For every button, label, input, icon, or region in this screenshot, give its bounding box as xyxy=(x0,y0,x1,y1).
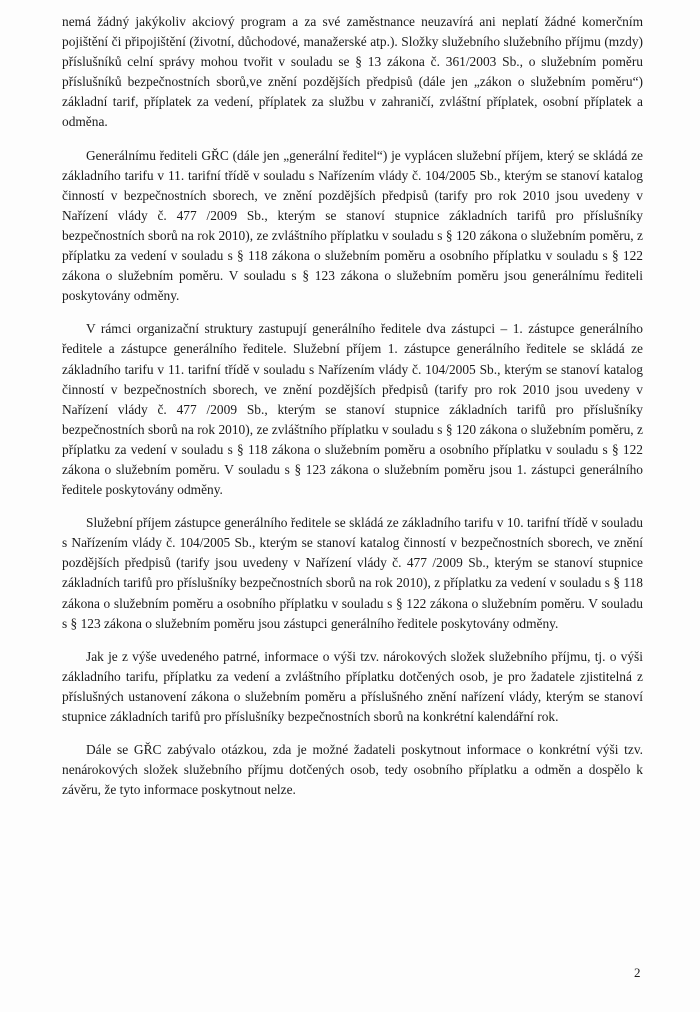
document-body xyxy=(62,12,643,800)
paragraph-entitled-components: Jak je z výše uvedeného patrné, informace o výši tzv. nárokových složek služebního příjmu, tj. o výši základního tarifu, příplatku za vedení a zvláštního příplatku dotčených osob, je pro žadatele zjistitelná z příslušných ustanovení zákona o služebním poměru a příslušného znění nařízení vlády, kterým se stanoví stupnice základních tarifů pro příslušníky bezpečnostních sborů na konkrétní kalendářní rok. xyxy=(62,648,643,724)
paragraph-continuation: nemá žádný jakýkoliv akciový program a za své zaměstnance neuzavírá ani neplatí žádné komerčním pojištění či připojištění (životní, důchodové, manažerské atp.). Složky služebního služebního příjmu (mzdy) příslušníků celní správy mohou tvořit v souladu se § 13 zákona č. 361/2003 Sb., o služebním poměru příslušníků bezpečnostních sborů,ve znění pozdějších předpisů (dále jen „zákon o služebním poměru“) základní tarif, příplatek za vedení, příplatek za službu v zahraničí, zvláštní příplatek, osobní příplatek a odměna. xyxy=(62,14,643,130)
paragraph-conclusion: Dále se GŘC zabývalo otázkou, zda je možné žadateli poskytnout informace o konkrétní výši tzv. nenárokových složek služebního příjmu dotčených osob, tedy osobního příplatku a odměn a dospělo k závěru, že tyto informace poskytnout nelze. xyxy=(62,742,643,798)
paragraph-first-deputy: V rámci organizační struktury zastupují generálního ředitele dva zástupci – 1. zástupce generálního ředitele a zástupce generálního ředitele. Služební příjem 1. zástupce generálního ředitele se skládá ze základního tarifu v 11. tarifní třídě v souladu s Nařízením vlády č. 104/2005 Sb., kterým se stanoví katalog činností v bezpečnostních sborech, ve znění pozdějších předpisů (tarify pro rok 2010 jsou uvedeny v Nařízení vlády č. 477 /2009 Sb., kterým se stanoví stupnice základních tarifů pro příslušníky bezpečnostních sborů na rok 2010), ze zvláštního příplatku v souladu s § 120 zákona o služebním poměru, z příplatku za vedení v souladu s § 118 zákona o služebním poměru a osobního příplatku v souladu s § 122 zákona o služebním poměru. V souladu s § 123 zákona o služebním poměru jsou 1. zástupci generálního ředitele poskytovány odměny. xyxy=(62,321,643,498)
paragraph-director-general: Generálnímu řediteli GŘC (dále jen „generální ředitel“) je vyplácen služební příjem, který se skládá ze základního tarifu v 11. tarifní třídě v souladu s Nařízením vlády č. 104/2005 Sb., kterým se stanoví katalog činností v bezpečnostních sborech, ve znění pozdějších předpisů (tarify pro rok 2010 jsou uvedeny v Nařízení vlády č. 477 /2009 Sb., kterým se stanoví stupnice základních tarifů pro příslušníky bezpečnostních sborů na rok 2010), ze zvláštního příplatku v souladu s § 120 zákona o služebním poměru, z příplatku za vedení v souladu s § 118 zákona o služebním poměru a osobního příplatku v souladu s § 122 zákona o služebním poměru. V souladu s § 123 zákona o služebním poměru jsou generálnímu řediteli poskytovány odměny. xyxy=(62,147,643,304)
page-number: 2 xyxy=(634,965,641,980)
paragraph-deputy: Služební příjem zástupce generálního ředitele se skládá ze základního tarifu v 10. tarifní třídě v souladu s Nařízením vlády č. 104/2005 Sb., kterým se stanoví katalog činností v bezpečnostních sborech, ve znění pozdějších předpisů (tarify jsou uvedeny v Nařízení vlády č. 477 /2009 Sb., kterým se stanoví stupnice základních tarifů pro příslušníky bezpečnostních sborů na rok 2010), z příplatku za vedení v souladu s § 118 zákona o služebním poměru a osobního příplatku v souladu s § 122 zákona o služebním poměru. V souladu s § 123 zákona o služebním poměru jsou zástupci generálního ředitele poskytovány odměny. xyxy=(62,515,643,631)
